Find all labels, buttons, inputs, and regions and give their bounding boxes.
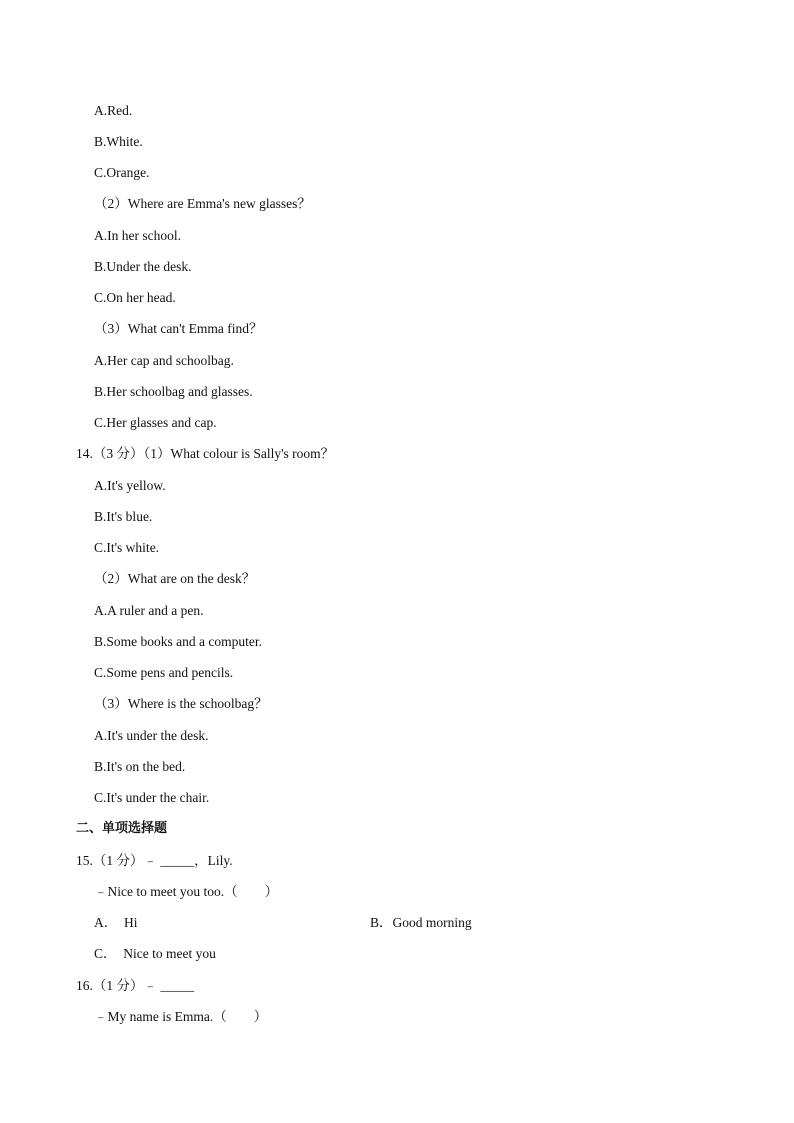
q14-2-option-b: B.Some books and a computer.: [94, 634, 262, 649]
q15-reply: ﹣Nice to meet you too.（ ）: [94, 884, 279, 899]
q13-2-question: （2）Where are Emma's new glasses？: [94, 196, 311, 211]
section-heading: 二、单项选择题: [76, 821, 168, 836]
q14-2-option-c: C.Some pens and pencils.: [94, 665, 234, 680]
q14-3-option-c: C.It's under the chair.: [94, 790, 210, 805]
q13-2-option-b: B.Under the desk.: [94, 259, 192, 274]
q16-question: 16.（1 分）﹣ _____: [76, 978, 195, 993]
q15-option-a: A． Hi: [94, 915, 138, 930]
q14-1-option-c: C.It's white.: [94, 540, 160, 555]
q13-2-option-c: C.On her head.: [94, 290, 176, 305]
q13-3-option-c: C.Her glasses and cap.: [94, 415, 217, 430]
q13-3-option-a: A.Her cap and schoolbag.: [94, 353, 234, 368]
q14-3-option-a: A.It's under the desk.: [94, 728, 209, 743]
q13-1-option-a: A.Red.: [94, 103, 133, 118]
q14-header: 14.（3 分）（1）What colour is Sally's room？: [76, 446, 335, 461]
q15-question: 15.（1 分）﹣ _____，Lily.: [76, 853, 233, 868]
q14-3-question: （3）Where is the schoolbag？: [94, 696, 268, 711]
q13-2-option-a: A.In her school.: [94, 228, 181, 243]
q13-3-option-b: B.Her schoolbag and glasses.: [94, 384, 253, 399]
q14-1-option-b: B.It's blue.: [94, 509, 153, 524]
q13-1-option-c: C.Orange.: [94, 165, 150, 180]
q15-option-c: C． Nice to meet you: [94, 946, 216, 961]
q14-2-option-a: A.A ruler and a pen.: [94, 603, 204, 618]
q15-option-b: B．Good morning: [370, 915, 472, 930]
q13-3-question: （3）What can't Emma find？: [94, 321, 263, 336]
q14-2-question: （2）What are on the desk？: [94, 571, 256, 586]
q14-3-option-b: B.It's on the bed.: [94, 759, 186, 774]
q14-1-option-a: A.It's yellow.: [94, 478, 166, 493]
q16-reply: ﹣My name is Emma.（ ）: [94, 1009, 268, 1024]
q13-1-option-b: B.White.: [94, 134, 143, 149]
